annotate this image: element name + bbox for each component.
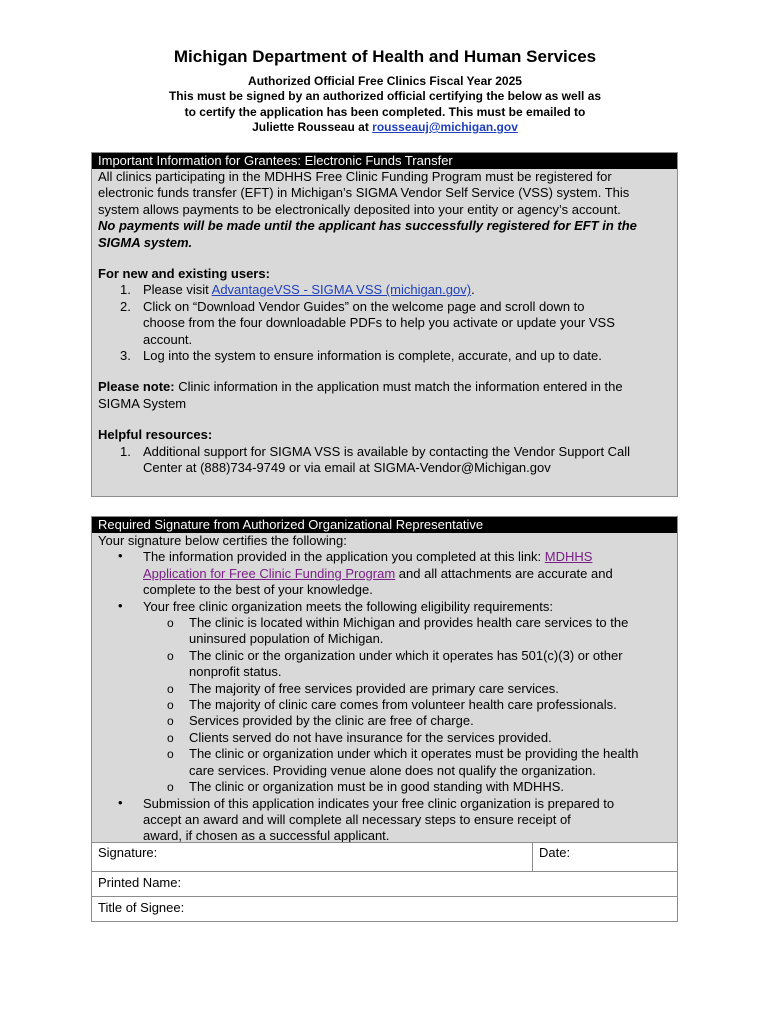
instruction-line-1: This must be signed by an authorized official certifying the below as well as: [168, 89, 602, 103]
document-header: [0, 46, 770, 136]
step-3: 3. Log into the system to ensure information is complete, accurate, and up to date.: [120, 348, 602, 364]
circle-bullet-icon: o: [167, 714, 174, 729]
bullet-1-cont-1: Application for Free Clinic Funding Program and all attachments are accurate and: [143, 565, 613, 581]
eft-intro-line-1: All clinics participating in the MDHHS Free Clinic Funding Program must be registered for: [98, 169, 612, 184]
bullet-1-cont-2: complete to the best of your knowledge.: [143, 582, 373, 598]
printed-name-label: Printed Name:: [98, 875, 182, 890]
requirement-8: o The clinic or organization must be in good standing with MDHHS.: [167, 779, 565, 795]
signature-table: [91, 842, 678, 922]
bullet-3-cont-2: award, if chosen as a successful applicant.: [143, 828, 390, 844]
bullet-icon: •: [118, 548, 123, 564]
eft-warning-line-1: No payments will be made until the applicant has successfully registered for EFT in the: [98, 218, 637, 234]
resources-heading: Helpful resources:: [98, 427, 213, 443]
instruction-line-2: to certify the application has been completed. This must be emailed to: [184, 104, 586, 119]
bullet-3-cont-1: accept an award and will complete all necessary steps to ensure receipt of: [143, 811, 571, 827]
title-of-signee-label: Title of Signee:: [98, 900, 185, 915]
requirement-2: o The clinic or the organization under which it operates has 501(c)(3) or other: [167, 647, 623, 663]
note-line-1: Please note: Clinic information in the application must match the information entered in the: [98, 379, 623, 395]
page-subtitle: Authorized Official Free Clinics Fiscal Year 2025: [248, 74, 522, 88]
users-heading: For new and existing users:: [98, 266, 270, 282]
instruction-line-3: [0, 120, 770, 136]
requirement-7: o The clinic or organization under which it operates must be providing the health: [167, 746, 639, 762]
note-label: Please note:: [98, 379, 175, 395]
eft-intro-line-3: system allows payments to be electronically deposited into your entity or agency’s account.: [98, 201, 621, 217]
requirement-7-cont: care services. Providing venue alone does not qualify the organization.: [189, 762, 596, 778]
circle-bullet-icon: o: [167, 780, 174, 795]
bullet-1: • The information provided in the application you completed at this link: MDHHS: [118, 548, 593, 565]
date-field[interactable]: [533, 843, 678, 872]
date-label: Date:: [539, 845, 571, 860]
mdhhs-link-part-1[interactable]: MDHHS: [544, 549, 593, 565]
step-2-cont-2: account.: [143, 331, 193, 347]
requirement-2-cont: nonprofit status.: [189, 664, 282, 680]
requirement-4: o The majority of clinic care comes from volunteer health care professionals.: [167, 697, 617, 713]
signature-intro: Your signature below certifies the following:: [98, 533, 347, 548]
step-2-cont-1: choose from the four downloadable PDFs to help you activate or update your VSS: [143, 315, 615, 331]
sigma-vss-link[interactable]: AdvantageVSS - SIGMA VSS (michigan.gov): [211, 282, 472, 298]
requirement-5: o Services provided by the clinic are free of charge.: [167, 713, 474, 729]
note-line-2: SIGMA System: [98, 395, 187, 411]
eft-intro-line-2: electronic funds transfer (EFT) in Michigan’s SIGMA Vendor Self Service (VSS) system. This: [98, 185, 630, 201]
eft-warning-line-2: SIGMA system.: [98, 234, 193, 250]
circle-bullet-icon: o: [167, 616, 174, 631]
bullet-2: • Your free clinic organization meets the following eligibility requirements:: [118, 597, 553, 614]
email-link[interactable]: rousseauj@michigan.gov: [372, 120, 518, 134]
signature-requirements-box: [91, 516, 678, 843]
eft-info-box: [91, 152, 678, 497]
step-1: 1. Please visit AdvantageVSS - SIGMA VSS (michigan.gov).: [120, 282, 475, 298]
eft-heading: Important Information for Grantees: Electronic Funds Transfer: [92, 153, 677, 169]
instruction-line-3-prefix: Juliette Rousseau at: [252, 120, 373, 134]
step-2: 2. Click on “Download Vendor Guides” on the welcome page and scroll down to: [120, 298, 585, 314]
page-title: Michigan Department of Health and Human Services: [173, 47, 597, 66]
title-of-signee-field[interactable]: [92, 897, 678, 922]
signature-field[interactable]: [92, 843, 533, 872]
circle-bullet-icon: o: [167, 730, 174, 745]
circle-bullet-icon: o: [167, 698, 174, 713]
circle-bullet-icon: o: [167, 648, 174, 663]
circle-bullet-icon: o: [167, 681, 174, 696]
requirement-3: o The majority of free services provided are primary care services.: [167, 680, 559, 696]
signature-heading: Required Signature from Authorized Organizational Representative: [92, 517, 677, 533]
resource-1-cont: Center at (888)734-9749 or via email at SIGMA-Vendor@Michigan.gov: [143, 460, 551, 476]
requirement-1: o The clinic is located within Michigan and provides health care services to the: [167, 615, 629, 631]
printed-name-field[interactable]: [92, 872, 678, 897]
requirement-6: o Clients served do not have insurance for the services provided.: [167, 729, 552, 745]
bullet-icon: •: [118, 597, 123, 613]
bullet-3: • Submission of this application indicates your free clinic organization is prepared to: [118, 794, 615, 811]
resource-1: 1. Additional support for SIGMA VSS is available by contacting the Vendor Support Call: [120, 443, 631, 459]
circle-bullet-icon: o: [167, 747, 174, 762]
signature-label: Signature:: [98, 845, 158, 860]
bullet-icon: •: [118, 794, 123, 810]
mdhhs-link-part-2[interactable]: Application for Free Clinic Funding Program: [143, 565, 396, 581]
requirement-1-cont: uninsured population of Michigan.: [189, 631, 384, 647]
